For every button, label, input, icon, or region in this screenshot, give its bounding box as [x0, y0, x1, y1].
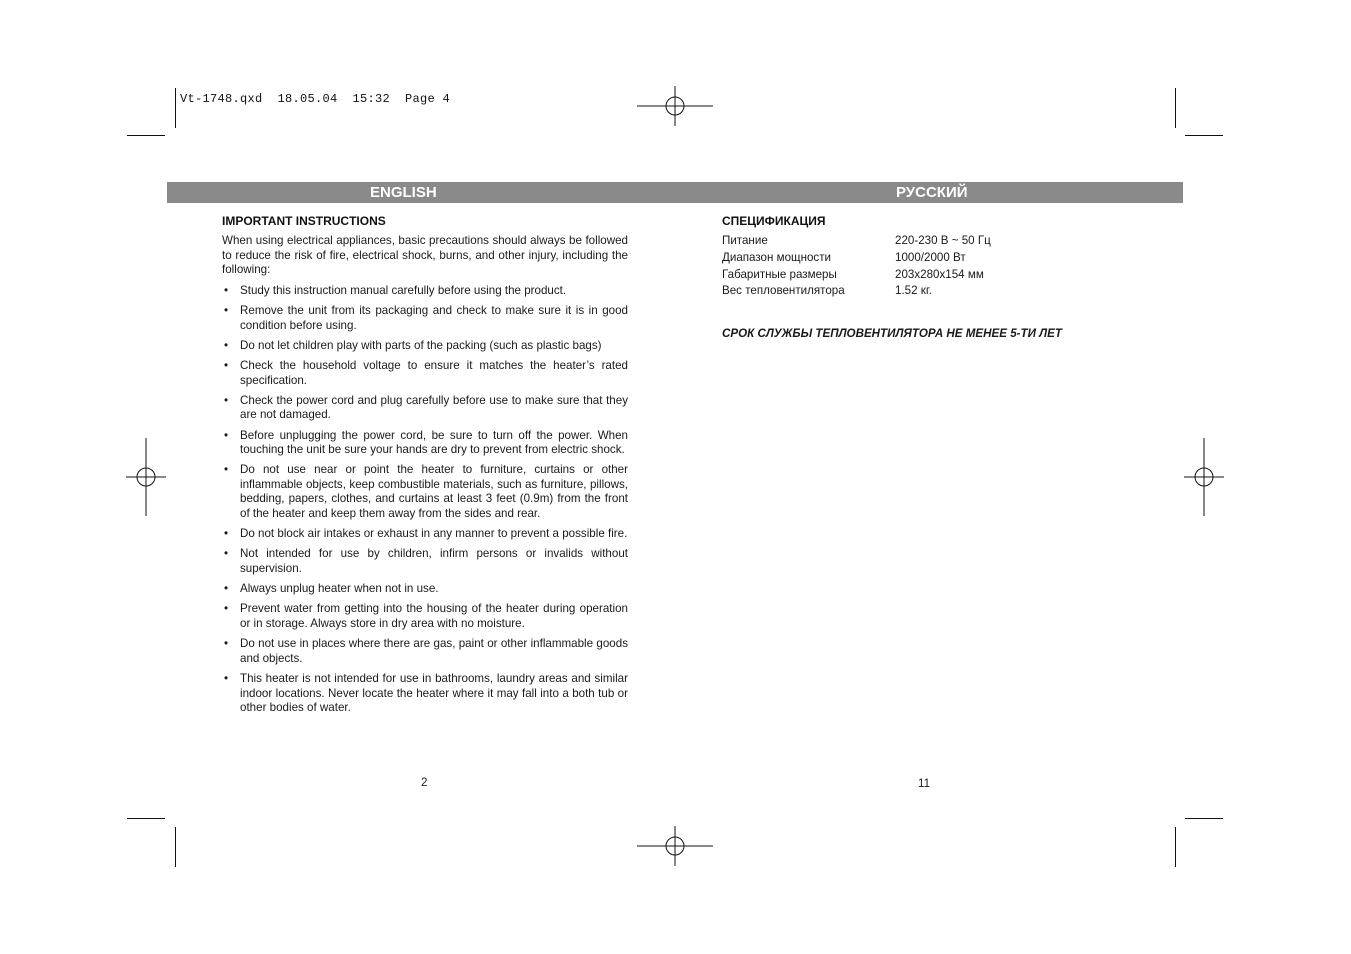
- list-item: • Remove the unit from its packaging and check to make sure it is in good condition before using.: [224, 303, 628, 332]
- spec-table: [722, 234, 991, 301]
- spec-label: Габаритные размеры: [722, 267, 837, 281]
- table-row: [722, 234, 991, 251]
- spec-label: Диапазон мощности: [722, 250, 832, 264]
- russian-column: [722, 214, 1142, 301]
- intro-paragraph: When using electrical appliances, basic precautions should always be followed to reduce the risk of fire, electrical shock, burns, and other injury, including the following:: [222, 234, 628, 277]
- spec-value: 1000/2000 Вт: [895, 250, 966, 264]
- list-item: • Not intended for use by children, infirm persons or invalids without supervision.: [224, 547, 628, 576]
- page-number-right: 11: [918, 777, 931, 790]
- table-row: [722, 251, 991, 268]
- spec-heading: СПЕЦИФИКАЦИЯ: [722, 214, 826, 228]
- spec-label: Вес тепловентилятора: [722, 284, 845, 298]
- registration-mark-top: [635, 86, 715, 126]
- list-item: • Prevent water from getting into the housing of the heater during operation or in storage. Always store in dry area with no moisture.: [224, 602, 628, 630]
- list-item: • Check the household voltage to ensure it matches the heater’s rated specification.: [224, 358, 628, 387]
- table-row: [722, 284, 991, 301]
- list-item: • Study this instruction manual carefully before using the product.: [224, 283, 567, 297]
- english-column: [222, 214, 628, 721]
- header-russian: РУССКИЙ: [896, 184, 968, 201]
- page-number-left: 2: [421, 776, 428, 789]
- file-slug: Vt-1748.qxd 18.05.04 15:32 Page 4: [180, 92, 451, 106]
- spec-value: 220-230 В ~ 50 Гц: [895, 234, 991, 247]
- service-life-note: СРОК СЛУЖБЫ ТЕПЛОВЕНТИЛЯТОРА НЕ МЕНЕЕ 5-ТИ ЛЕТ: [722, 327, 1062, 340]
- list-item: • Always unplug heater when not in use.: [224, 582, 439, 596]
- list-item: • This heater is not intended for use in bathrooms, laundry areas and similar indoor locations. Never locate the heater where it may fall into a both tub or other bodies of water.: [224, 671, 628, 715]
- spec-value: 1.52 кг.: [895, 284, 932, 298]
- registration-mark-left: [126, 438, 166, 516]
- instructions-heading: IMPORTANT INSTRUCTIONS: [222, 214, 386, 228]
- spec-value: 203x280x154 мм: [895, 267, 984, 281]
- list-item: • Do not let children play with parts of the packing (such as plastic bags): [224, 338, 602, 352]
- instructions-list: [222, 284, 628, 716]
- list-item: • Do not block air intakes or exhaust in any manner to prevent a possible fire.: [224, 527, 628, 541]
- registration-mark-bottom: [635, 826, 715, 866]
- list-item: • Do not use near or point the heater to furniture, curtains or other inflammable objects, keep combustible materials, such as furniture, pillows, bedding, papers, clothes, and curtains at least 3 feet (0.9m) from the front of the heater and keep them away from the sides and rear.: [224, 463, 628, 521]
- list-item: • Check the power cord and plug carefully before use to make sure that they are not damaged.: [224, 393, 628, 422]
- spec-label: Питание: [722, 234, 768, 247]
- list-item: • Do not use in places where there are gas, paint or other inflammable goods and objects.: [224, 637, 628, 665]
- list-item: • Before unplugging the power cord, be sure to turn off the power. When touching the unit be sure your hands are dry to prevent from electric shock.: [224, 428, 628, 457]
- language-header-band: [167, 182, 1183, 203]
- registration-mark-right: [1184, 438, 1224, 516]
- table-row: [722, 268, 991, 285]
- header-english: ENGLISH: [370, 184, 437, 201]
